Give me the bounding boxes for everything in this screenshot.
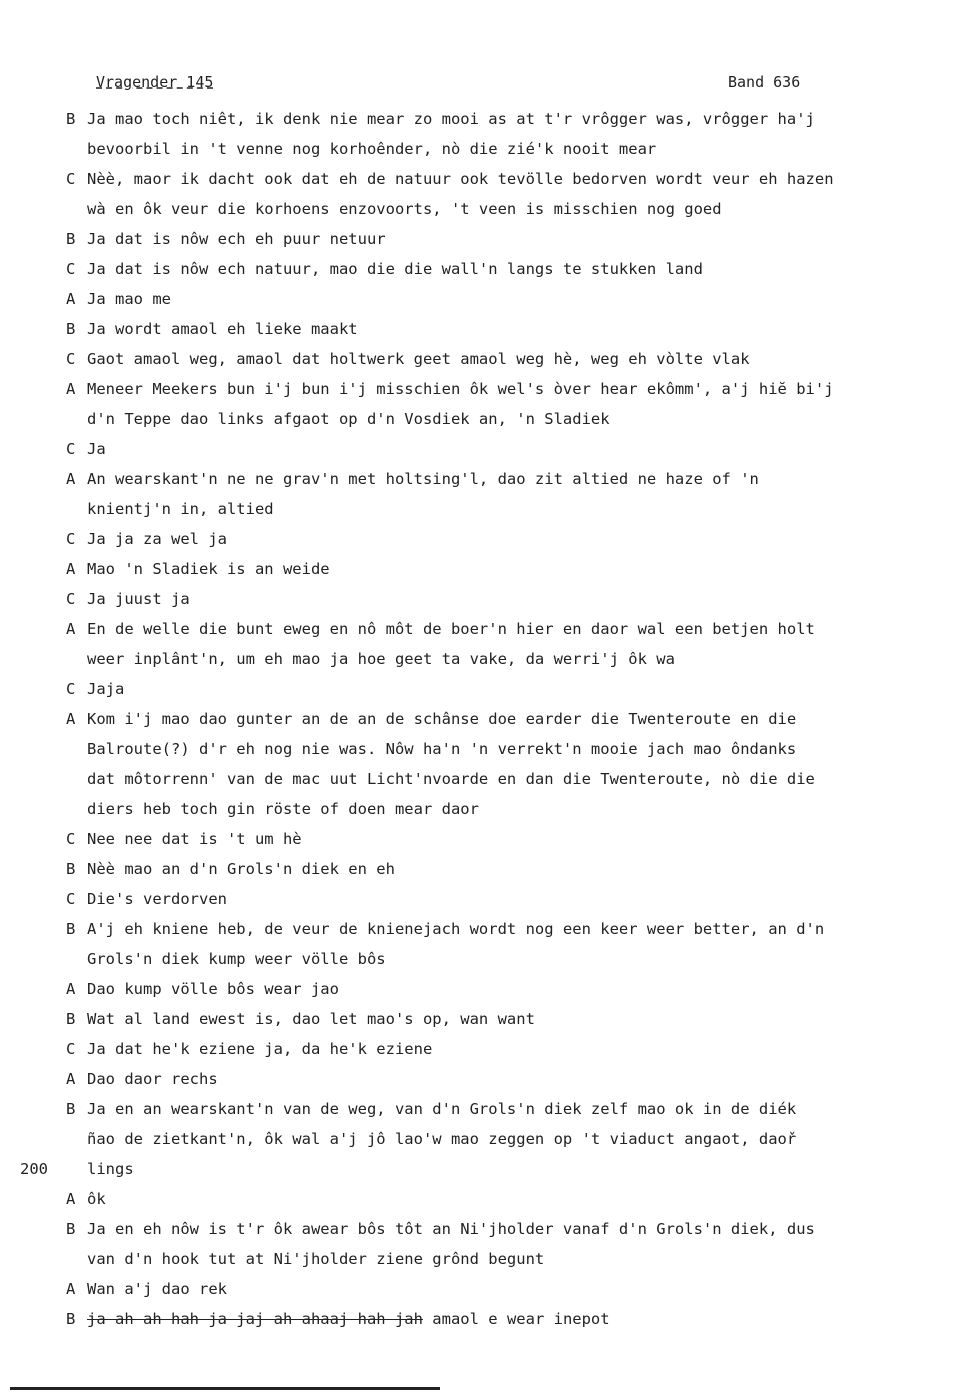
line-text: Balroute(?) d'r eh nog nie was. Nôw ha'n 'n verrekt'n mooie jach mao ôndanks [87,740,797,758]
speaker-label: C [66,530,76,548]
line-text: Ja dat is nôw ech natuur, mao die die wall'n langs te stukken land [87,260,703,278]
transcript-line [0,524,973,554]
speaker-label: B [66,320,76,338]
transcript-line [0,584,973,614]
header-band: Band 636 [728,73,801,91]
transcript-line [0,104,973,134]
line-text: bevoorbil in 't venne nog korhoênder, nò die zié'k nooit mear [87,140,657,158]
line-text-after: amaol e wear inepot [432,1310,610,1328]
transcript-line [0,434,973,464]
speaker-label: B [66,1310,76,1328]
line-text: diers heb toch gin röste of doen mear daor [87,800,479,818]
speaker-label: A [66,470,76,488]
line-text: Meneer Meekers bun i'j bun i'j misschien ôk wel's òver hear ekômm', a'j hiĕ bi'j [87,380,834,398]
speaker-label: C [66,440,76,458]
transcript-line [0,1064,973,1094]
transcript-line [0,314,973,344]
transcript-line [0,734,973,764]
transcript-line [0,884,973,914]
line-text: ñao de zietkant'n, ôk wal a'j jô lao'w mao zeggen op 't viaduct angaot, daoř [87,1130,797,1148]
speaker-label: C [66,170,76,188]
line-text: A'j eh kniene heb, de veur de knienejach wordt nog een keer weer better, an d'n [87,920,825,938]
transcript-line [0,1304,973,1334]
speaker-label: B [66,920,76,938]
line-text: Nee nee dat is 't um hè [87,830,302,848]
transcript-line [0,1184,973,1214]
transcript-line [0,464,973,494]
line-text: Die's verdorven [87,890,227,908]
transcript-line [0,134,973,164]
transcript-line [0,1034,973,1064]
speaker-label: C [66,350,76,368]
transcript-line [0,854,973,884]
line-text: Kom i'j mao dao gunter an de an de schânse doe earder die Twenteroute en die [87,710,797,728]
transcript-line [0,1004,973,1034]
line-number: 200 [20,1160,48,1178]
transcript-line [0,644,973,674]
speaker-label: A [66,290,76,308]
speaker-label: C [66,1040,76,1058]
header-questionnaire: Vragender 145 [96,73,214,91]
line-text: Dao daor rechs [87,1070,218,1088]
transcript-line [0,944,973,974]
line-text: An wearskant'n ne ne grav'n met holtsing'l, dao zit altied ne haze of 'n [87,470,759,488]
transcript-line [0,194,973,224]
transcript-line [0,764,973,794]
transcript-line [0,1154,973,1184]
speaker-label: A [66,710,76,728]
line-text [87,1304,610,1334]
line-text: Ja en eh nôw is t'r ôk awear bôs tôt an Ni'jholder vanaf d'n Grols'n diek, dus [87,1220,815,1238]
transcript-line [0,1124,973,1154]
transcript-line [0,824,973,854]
speaker-label: B [66,110,76,128]
bottom-rule [10,1387,440,1390]
line-text: Wan a'j dao rek [87,1280,227,1298]
transcript-line [0,284,973,314]
line-text: Ja en an wearskant'n van de weg, van d'n Grols'n diek zelf mao ok in de diék [87,1100,797,1118]
line-text: Ja ja za wel ja [87,530,227,548]
speaker-label: C [66,830,76,848]
line-text: knientj'n in, altied [87,500,274,518]
speaker-label: A [66,380,76,398]
speaker-label: C [66,680,76,698]
line-text: Nèè mao an d'n Grols'n diek en eh [87,860,395,878]
line-text: Ja dat is nôw ech eh puur netuur [87,230,386,248]
speaker-label: C [66,260,76,278]
transcript-line [0,224,973,254]
line-text: Ja mao toch niêt, ik denk nie mear zo mooi as at t'r vrôgger was, vrôgger ha'j [87,110,815,128]
line-text: En de welle die bunt eweg en nô môt de boer'n hier en daor wal een betjen holt [87,620,815,638]
line-text: lings [87,1160,134,1178]
transcript-line [0,1214,973,1244]
line-text: ôk [87,1190,106,1208]
transcript-line [0,1274,973,1304]
speaker-label: B [66,230,76,248]
line-text: Ja wordt amaol eh lieke maakt [87,320,358,338]
transcript-line [0,974,973,1004]
line-text: Ja dat he'k eziene ja, da he'k eziene [87,1040,433,1058]
transcript-line [0,344,973,374]
speaker-label: C [66,890,76,908]
speaker-label: A [66,620,76,638]
speaker-label: A [66,1190,76,1208]
speaker-label: A [66,1280,76,1298]
line-text: weer inplânt'n, um eh mao ja hoe geet ta vake, da werri'j ôk wa [87,650,675,668]
speaker-label: C [66,590,76,608]
line-text: Wat al land ewest is, dao let mao's op, wan want [87,1010,535,1028]
line-text: Jaja [87,680,125,698]
line-text: van d'n hook tut at Ni'jholder ziene grônd begunt [87,1250,545,1268]
line-text: dat môtorrenn' van de mac uut Licht'nvoarde en dan die Twenteroute, nò die die [87,770,815,788]
transcript-line [0,614,973,644]
line-text: Mao 'n Sladiek is an weide [87,560,330,578]
line-text: Gaot amaol weg, amaol dat holtwerk geet amaol weg hè, weg eh vòlte vlak [87,350,750,368]
line-text: Dao kump völle bôs wear jao [87,980,339,998]
speaker-label: B [66,1010,76,1028]
struck-text: ja ah ah hah ja jaj ah ahaaj hah jah [87,1310,423,1328]
transcript-line [0,164,973,194]
speaker-label: A [66,980,76,998]
transcript-line [0,554,973,584]
transcript-line [0,704,973,734]
transcript [0,104,973,1334]
line-text: Ja mao me [87,290,171,308]
line-text: Nèè, maor ik dacht ook dat eh de natuur ook tevölle bedorven wordt veur eh hazen [87,170,834,188]
transcript-line [0,794,973,824]
line-text: Grols'n diek kump weer völle bôs [87,950,386,968]
line-text: Ja juust ja [87,590,190,608]
transcript-line [0,404,973,434]
speaker-label: B [66,1220,76,1238]
transcript-line [0,914,973,944]
speaker-label: B [66,1100,76,1118]
line-text: d'n Teppe dao links afgaot op d'n Vosdiek an, 'n Sladiek [87,410,610,428]
speaker-label: A [66,560,76,578]
transcript-line [0,494,973,524]
line-text: Ja [87,440,106,458]
transcript-line [0,674,973,704]
speaker-label: B [66,860,76,878]
transcript-line [0,1244,973,1274]
transcript-line [0,254,973,284]
line-text: wà en ôk veur die korhoens enzovoorts, 't veen is misschien nog goed [87,200,722,218]
transcript-line [0,374,973,404]
speaker-label: A [66,1070,76,1088]
transcript-line [0,1094,973,1124]
